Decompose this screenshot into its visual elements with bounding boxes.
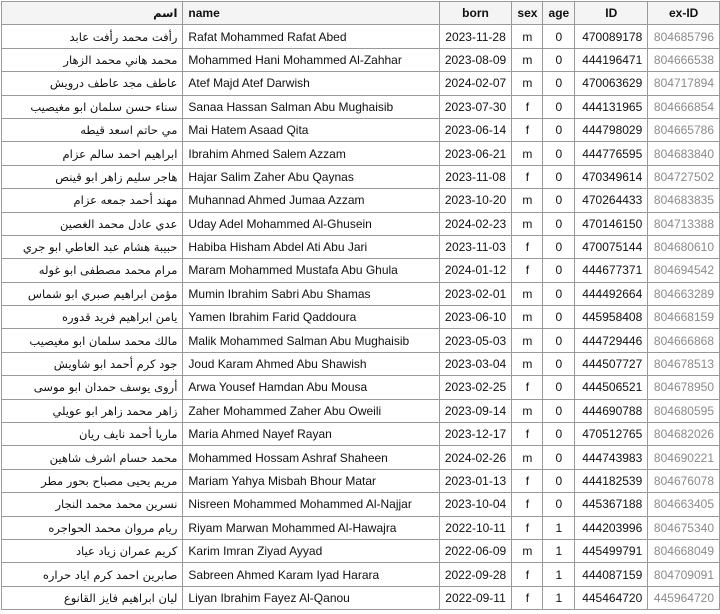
cell-name: Rafat Mohammed Rafat Abed — [183, 25, 439, 48]
cell-name: Yamen Ibrahim Farid Qaddoura — [183, 306, 439, 329]
cell-ex-id: 804685796 — [648, 25, 720, 48]
cell-id: 470089178 — [575, 25, 648, 48]
cell-arabic-name: يامن ابراهيم فريد قدوره — [2, 306, 183, 329]
cell-arabic-name: محمد حسام اشرف شاهين — [2, 446, 183, 469]
cell-age: 0 — [543, 48, 575, 71]
cell-ex-id: 804666538 — [648, 48, 720, 71]
table-row — [2, 306, 720, 329]
header-name: name — [183, 2, 439, 25]
cell-id: 444182539 — [575, 469, 648, 492]
cell-age: 0 — [543, 306, 575, 329]
cell-arabic-name: أروى يوسف حمدان ابو موسى — [2, 376, 183, 399]
table-row — [2, 25, 720, 48]
cell-age: 1 — [543, 563, 575, 586]
cell-ex-id: 804665786 — [648, 118, 720, 141]
cell-sex: f — [512, 469, 543, 492]
cell-age: 0 — [543, 446, 575, 469]
cell-name: Sabreen Ahmed Karam Iyad Harara — [183, 563, 439, 586]
cell-age: 0 — [543, 329, 575, 352]
cell-arabic-name: مالك محمد سلمان ابو مغيصيب — [2, 329, 183, 352]
cell-id: 445958408 — [575, 306, 648, 329]
cell-sex: m — [512, 399, 543, 422]
cell-sex: f — [512, 376, 543, 399]
cell-ex-id: 804717894 — [648, 72, 720, 95]
cell-born: 2022-06-09 — [439, 539, 512, 562]
cell-id: 444743983 — [575, 446, 648, 469]
cell-name: Atef Majd Atef Darwish — [183, 72, 439, 95]
cell-sex: f — [512, 259, 543, 282]
cell-name: Karim Imran Ziyad Ayyad — [183, 539, 439, 562]
cell-ex-id: 804678513 — [648, 352, 720, 375]
cell-sex: m — [512, 142, 543, 165]
cell-sex: f — [512, 118, 543, 141]
cell-born: 2023-06-21 — [439, 142, 512, 165]
header-age: age — [543, 2, 575, 25]
cell-born: 2024-02-23 — [439, 212, 512, 235]
cell-name: Malik Mohammed Salman Abu Mughaisib — [183, 329, 439, 352]
cell-sex: f — [512, 563, 543, 586]
cell-ex-id: 804668049 — [648, 539, 720, 562]
cell-age: 0 — [543, 118, 575, 141]
cell-age: 0 — [543, 95, 575, 118]
cell-sex: m — [512, 212, 543, 235]
table-row — [2, 423, 720, 446]
cell-id: 444087159 — [575, 563, 648, 586]
cell-id: 445367188 — [575, 493, 648, 516]
cell-arabic-name: هاجر سليم زاهر ابو قينص — [2, 165, 183, 188]
cell-born: 2023-07-30 — [439, 95, 512, 118]
cell-sex: m — [512, 189, 543, 212]
table-row — [2, 376, 720, 399]
header-id: ID — [575, 2, 648, 25]
cell-sex: m — [512, 48, 543, 71]
cell-id: 444506521 — [575, 376, 648, 399]
cell-age: 0 — [543, 282, 575, 305]
cell-age: 0 — [543, 235, 575, 258]
cell-name: Maria Ahmed Nayef Rayan — [183, 423, 439, 446]
cell-age: 0 — [543, 423, 575, 446]
cell-arabic-name: ريام مروان محمد الحواجره — [2, 516, 183, 539]
cell-arabic-name: نسرين محمد محمد النجار — [2, 493, 183, 516]
cell-sex: m — [512, 446, 543, 469]
cell-name: Joud Karam Ahmed Abu Shawish — [183, 352, 439, 375]
table-row — [2, 469, 720, 492]
cell-age: 0 — [543, 189, 575, 212]
cell-born: 2023-11-08 — [439, 165, 512, 188]
cell-name: Habiba Hisham Abdel Ati Abu Jari — [183, 235, 439, 258]
cell-name: Mumin Ibrahim Sabri Abu Shamas — [183, 282, 439, 305]
table-row — [2, 563, 720, 586]
cell-ex-id: 445964720 — [648, 586, 720, 609]
header-ex-id: ex-ID — [648, 2, 720, 25]
cell-born: 2023-03-04 — [439, 352, 512, 375]
cell-born: 2023-06-14 — [439, 118, 512, 141]
cell-ex-id: 804694542 — [648, 259, 720, 282]
cell-id: 444196471 — [575, 48, 648, 71]
cell-ex-id: 804676078 — [648, 469, 720, 492]
table-row — [2, 142, 720, 165]
cell-sex: m — [512, 352, 543, 375]
cell-arabic-name: صابرين احمد كرم اياد حراره — [2, 563, 183, 586]
table-row — [2, 72, 720, 95]
cell-name: Mohammed Hani Mohammed Al-Zahhar — [183, 48, 439, 71]
cell-age: 0 — [543, 25, 575, 48]
cell-ex-id: 804713388 — [648, 212, 720, 235]
table-row — [2, 352, 720, 375]
cell-sex: f — [512, 235, 543, 258]
cell-age: 0 — [543, 259, 575, 282]
table-row — [2, 399, 720, 422]
cell-arabic-name: عاطف مجد عاطف درويش — [2, 72, 183, 95]
cell-age: 0 — [543, 72, 575, 95]
cell-born: 2023-11-28 — [439, 25, 512, 48]
cell-born: 2023-11-03 — [439, 235, 512, 258]
cell-name: Mariam Yahya Misbah Bhour Matar — [183, 469, 439, 492]
cell-id: 444798029 — [575, 118, 648, 141]
header-born: born — [439, 2, 512, 25]
cell-ex-id: 804666868 — [648, 329, 720, 352]
cell-name: Hajar Salim Zaher Abu Qaynas — [183, 165, 439, 188]
cell-born: 2023-05-03 — [439, 329, 512, 352]
cell-ex-id: 804666854 — [648, 95, 720, 118]
cell-name: Muhannad Ahmed Jumaa Azzam — [183, 189, 439, 212]
header-row — [2, 2, 720, 25]
cell-born: 2024-02-07 — [439, 72, 512, 95]
cell-arabic-name: مؤمن ابراهيم صبري ابو شماس — [2, 282, 183, 305]
table-row — [2, 282, 720, 305]
cell-age: 0 — [543, 493, 575, 516]
cell-name: Nisreen Mohammed Mohammed Al-Najjar — [183, 493, 439, 516]
cell-born: 2022-10-11 — [439, 516, 512, 539]
cell-name: Mohammed Hossam Ashraf Shaheen — [183, 446, 439, 469]
cell-arabic-name: محمد هاني محمد الزهار — [2, 48, 183, 71]
cell-id: 470146150 — [575, 212, 648, 235]
cell-arabic-name: ماريا أحمد نايف ريان — [2, 423, 183, 446]
cell-sex: m — [512, 539, 543, 562]
cell-age: 0 — [543, 399, 575, 422]
cell-born: 2023-08-09 — [439, 48, 512, 71]
cell-sex: f — [512, 493, 543, 516]
table-row — [2, 329, 720, 352]
cell-ex-id: 804727502 — [648, 165, 720, 188]
cell-id: 470063629 — [575, 72, 648, 95]
cell-ex-id: 804678950 — [648, 376, 720, 399]
cell-name: Zaher Mohammed Zaher Abu Oweili — [183, 399, 439, 422]
table-row — [2, 586, 720, 609]
cell-sex: f — [512, 423, 543, 446]
cell-id: 444203996 — [575, 516, 648, 539]
cell-name: Mai Hatem Asaad Qita — [183, 118, 439, 141]
cell-name: Uday Adel Mohammed Al-Ghusein — [183, 212, 439, 235]
cell-sex: m — [512, 306, 543, 329]
cell-born: 2023-12-17 — [439, 423, 512, 446]
cell-id: 444131965 — [575, 95, 648, 118]
table-row — [2, 95, 720, 118]
cell-sex: f — [512, 95, 543, 118]
cell-ex-id: 804675340 — [648, 516, 720, 539]
cell-arabic-name: ابراهيم احمد سالم عزام — [2, 142, 183, 165]
cell-age: 0 — [543, 165, 575, 188]
cell-born: 2024-02-26 — [439, 446, 512, 469]
cell-arabic-name: مي حاتم اسعد قيطه — [2, 118, 183, 141]
cell-ex-id: 804683840 — [648, 142, 720, 165]
cell-ex-id: 804663289 — [648, 282, 720, 305]
cell-born: 2023-09-14 — [439, 399, 512, 422]
cell-id: 445499791 — [575, 539, 648, 562]
cell-id: 444776595 — [575, 142, 648, 165]
header-sex: sex — [512, 2, 543, 25]
cell-name: Arwa Yousef Hamdan Abu Mousa — [183, 376, 439, 399]
cell-born: 2022-09-28 — [439, 563, 512, 586]
cell-id: 470075144 — [575, 235, 648, 258]
records-table — [1, 1, 720, 610]
cell-name: Maram Mohammed Mustafa Abu Ghula — [183, 259, 439, 282]
cell-born: 2023-10-20 — [439, 189, 512, 212]
cell-age: 1 — [543, 516, 575, 539]
cell-born: 2022-09-11 — [439, 586, 512, 609]
table-row — [2, 516, 720, 539]
table-row — [2, 165, 720, 188]
cell-id: 470512765 — [575, 423, 648, 446]
cell-ex-id: 804680595 — [648, 399, 720, 422]
cell-arabic-name: مرام محمد مصطفى ابو غوله — [2, 259, 183, 282]
cell-age: 0 — [543, 469, 575, 492]
cell-arabic-name: رأفت محمد رأفت عابد — [2, 25, 183, 48]
table-row — [2, 235, 720, 258]
cell-age: 1 — [543, 586, 575, 609]
cell-arabic-name: جود كرم أحمد ابو شاويش — [2, 352, 183, 375]
cell-name: Sanaa Hassan Salman Abu Mughaisib — [183, 95, 439, 118]
cell-ex-id: 804682026 — [648, 423, 720, 446]
cell-sex: f — [512, 586, 543, 609]
cell-name: Ibrahim Ahmed Salem Azzam — [183, 142, 439, 165]
cell-id: 470264433 — [575, 189, 648, 212]
cell-age: 1 — [543, 539, 575, 562]
cell-id: 444507727 — [575, 352, 648, 375]
cell-sex: m — [512, 72, 543, 95]
cell-ex-id: 804668159 — [648, 306, 720, 329]
cell-sex: f — [512, 516, 543, 539]
cell-arabic-name: ليان ابراهيم فايز القانوع — [2, 586, 183, 609]
header-arabic-name: اسم — [2, 2, 183, 25]
cell-id: 444677371 — [575, 259, 648, 282]
cell-age: 0 — [543, 352, 575, 375]
cell-arabic-name: عدي عادل محمد الغصين — [2, 212, 183, 235]
cell-age: 0 — [543, 142, 575, 165]
cell-id: 444690788 — [575, 399, 648, 422]
cell-id: 445464720 — [575, 586, 648, 609]
cell-ex-id: 804663405 — [648, 493, 720, 516]
cell-born: 2023-02-25 — [439, 376, 512, 399]
cell-ex-id: 804709091 — [648, 563, 720, 586]
cell-ex-id: 804690221 — [648, 446, 720, 469]
table-row — [2, 259, 720, 282]
cell-born: 2023-06-10 — [439, 306, 512, 329]
cell-arabic-name: سناء حسن سلمان ابو مغيصيب — [2, 95, 183, 118]
cell-id: 444492664 — [575, 282, 648, 305]
cell-age: 0 — [543, 376, 575, 399]
table-row — [2, 493, 720, 516]
cell-name: Riyam Marwan Mohammed Al-Hawajra — [183, 516, 439, 539]
cell-arabic-name: مريم يحيى مصباح بحور مطر — [2, 469, 183, 492]
table-row — [2, 446, 720, 469]
cell-arabic-name: كريم عمران زياد عياد — [2, 539, 183, 562]
cell-born: 2023-02-01 — [439, 282, 512, 305]
table-row — [2, 118, 720, 141]
cell-arabic-name: حبيبة هشام عبد العاطي ابو جري — [2, 235, 183, 258]
cell-born: 2023-10-04 — [439, 493, 512, 516]
cell-name: Liyan Ibrahim Fayez Al-Qanou — [183, 586, 439, 609]
cell-born: 2023-01-13 — [439, 469, 512, 492]
table-row — [2, 212, 720, 235]
cell-sex: m — [512, 25, 543, 48]
cell-id: 470349614 — [575, 165, 648, 188]
cell-ex-id: 804683835 — [648, 189, 720, 212]
cell-id: 444729446 — [575, 329, 648, 352]
cell-arabic-name: مهند أحمد جمعه عزام — [2, 189, 183, 212]
cell-age: 0 — [543, 212, 575, 235]
cell-sex: f — [512, 165, 543, 188]
cell-arabic-name: زاهر محمد زاهر ابو عويلي — [2, 399, 183, 422]
table-row — [2, 48, 720, 71]
cell-sex: m — [512, 282, 543, 305]
cell-born: 2024-01-12 — [439, 259, 512, 282]
table-row — [2, 539, 720, 562]
table-row — [2, 189, 720, 212]
cell-ex-id: 804680610 — [648, 235, 720, 258]
cell-sex: m — [512, 329, 543, 352]
